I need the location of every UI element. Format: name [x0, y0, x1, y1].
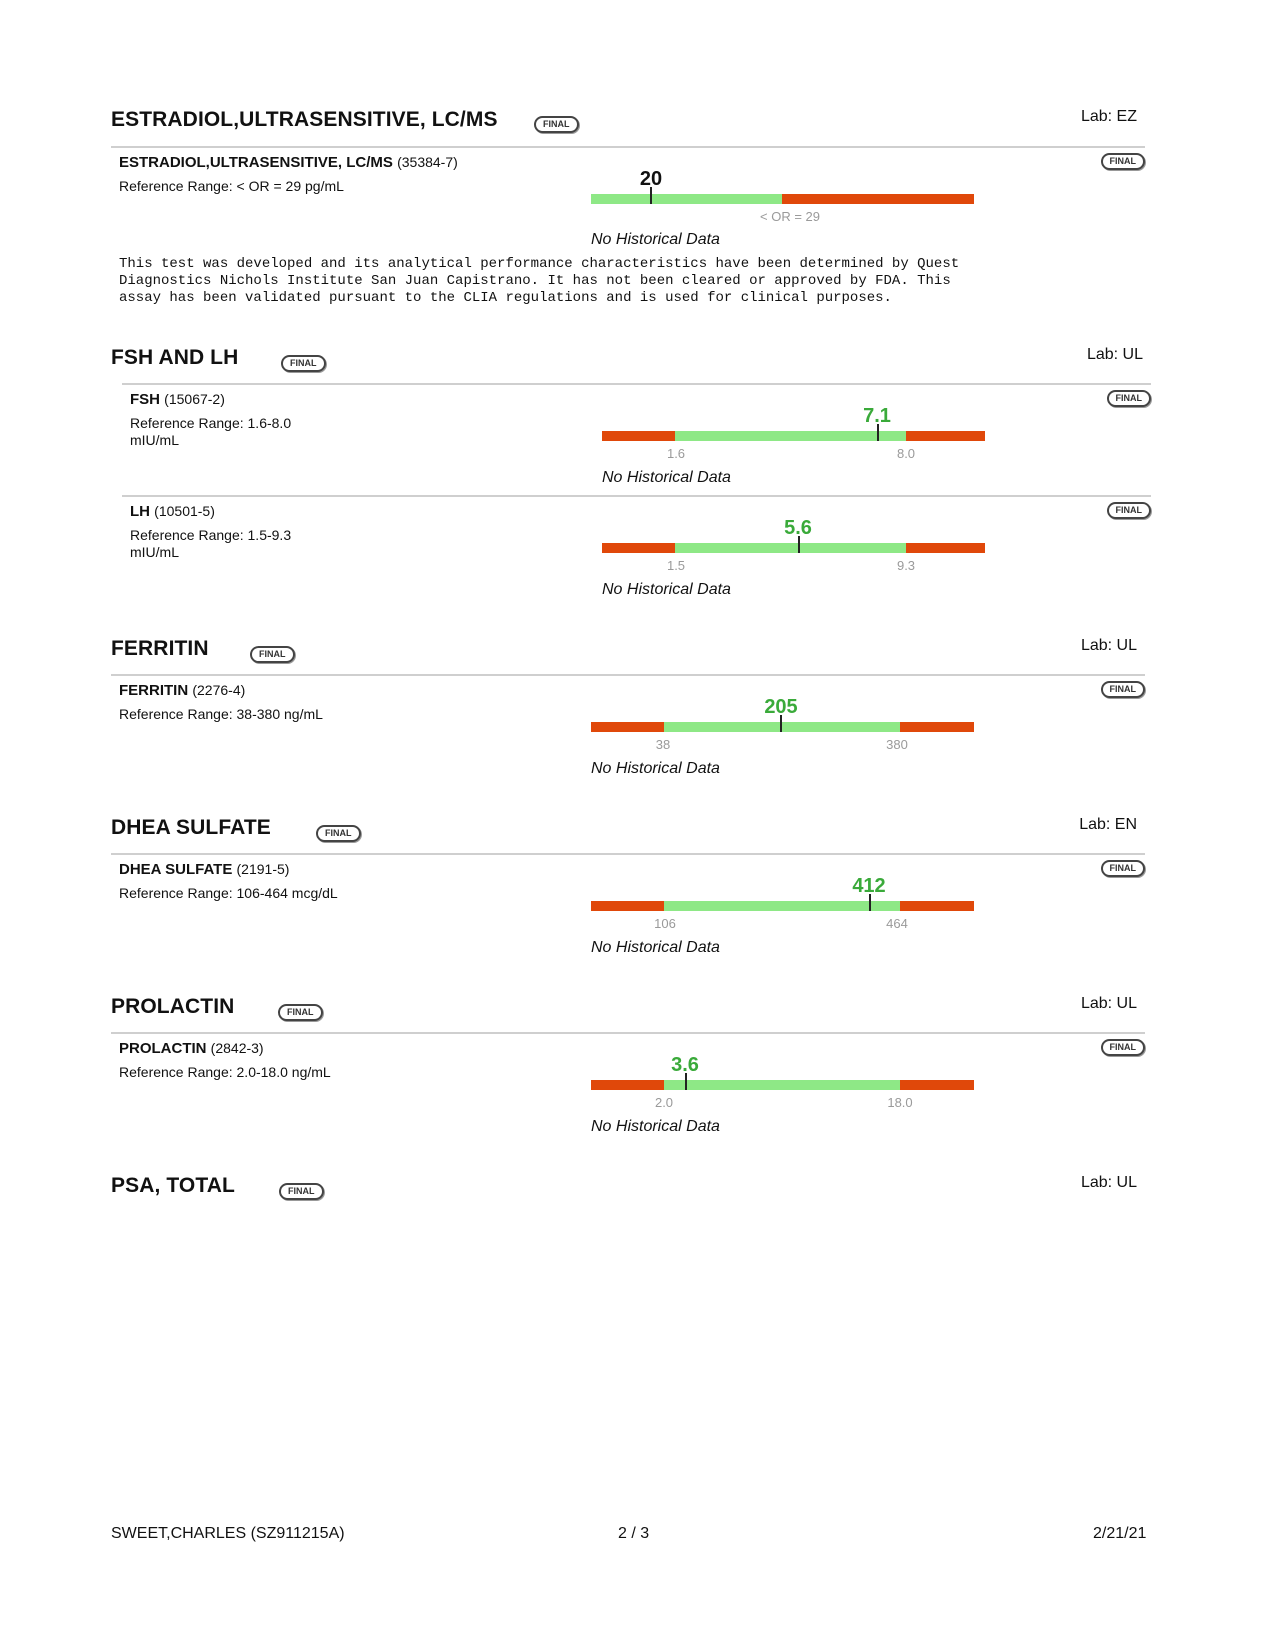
out-of-range-segment	[591, 722, 664, 732]
divider	[122, 383, 1151, 385]
historical-data-note: No Historical Data	[602, 469, 731, 486]
section-header	[111, 816, 1145, 856]
range-high: 18.0	[887, 1095, 913, 1110]
status-badge: FINAL	[1101, 681, 1146, 698]
divider	[111, 1032, 1145, 1034]
in-range-segment	[675, 543, 906, 553]
lab-code: Lab: EN	[1079, 816, 1137, 833]
in-range-segment	[591, 194, 782, 204]
status-badge: FINAL	[279, 1183, 324, 1200]
result-value: 5.6	[784, 517, 812, 539]
range-high: 380	[886, 737, 908, 752]
result-value: 3.6	[671, 1054, 699, 1076]
test-name: PROLACTIN (2842-3)	[119, 1040, 264, 1057]
section-title: ESTRADIOL,ULTRASENSITIVE, LC/MS	[111, 108, 498, 131]
status-badge: FINAL	[1107, 390, 1152, 407]
out-of-range-segment	[906, 543, 985, 553]
reference-range: Reference Range: 2.0-18.0 ng/mL	[119, 1064, 331, 1080]
status-badge: FINAL	[278, 1004, 323, 1021]
section-header	[111, 995, 1145, 1035]
reference-range: Reference Range: 1.6-8.0 mIU/mL	[130, 415, 292, 448]
out-of-range-segment	[900, 722, 974, 732]
section-dhea-sulfate	[111, 816, 1145, 966]
status-badge: FINAL	[1101, 1039, 1146, 1056]
test-comment: This test was developed and its analytical performance characteristics have been determined by Quest Diagnostics Nichols Institute San Juan Capistrano. It has not been cleared or approved by FDA. This assay has been validated pursuant to the CLIA regulations and is used for clinical purposes.	[119, 256, 960, 306]
in-range-segment	[664, 901, 900, 911]
loinc-code: (2842-3)	[210, 1040, 264, 1056]
out-of-range-segment	[900, 901, 974, 911]
test-name: LH (10501-5)	[130, 503, 215, 520]
result-value: 20	[639, 168, 663, 190]
out-of-range-segment	[900, 1080, 974, 1090]
result-value: 7.1	[863, 405, 891, 427]
range-low: 2.0	[654, 1095, 674, 1110]
out-of-range-segment	[906, 431, 985, 441]
historical-data-note: No Historical Data	[591, 231, 720, 248]
reference-range: Reference Range: 106-464 mcg/dL	[119, 885, 338, 901]
range-low: 1.5	[666, 558, 686, 573]
status-badge: FINAL	[1107, 502, 1152, 519]
range-bar	[591, 696, 974, 752]
lab-code: Lab: UL	[1080, 995, 1137, 1012]
range-bar	[602, 517, 985, 573]
range-low: 38	[655, 737, 671, 752]
out-of-range-segment	[602, 543, 675, 553]
range-high: 8.0	[896, 446, 916, 461]
out-of-range-segment	[602, 431, 675, 441]
test-row-ferritin	[111, 682, 1145, 782]
test-row-dhea	[111, 861, 1145, 961]
range-bar	[602, 405, 985, 461]
section-estradiol	[111, 108, 1145, 308]
section-header	[111, 637, 1145, 677]
status-badge: FINAL	[250, 646, 295, 663]
footer-page-number: 2 / 3	[618, 1525, 650, 1542]
status-badge: FINAL	[1101, 860, 1146, 877]
status-badge: FINAL	[281, 355, 326, 372]
status-badge: FINAL	[316, 825, 361, 842]
section-title: PROLACTIN	[111, 995, 235, 1018]
in-range-segment	[664, 1080, 900, 1090]
range-low: 106	[654, 916, 676, 931]
loinc-code: (2276-4)	[192, 682, 246, 698]
result-value: 205	[764, 696, 798, 718]
test-row-prolactin	[111, 1040, 1145, 1140]
loinc-code: (15067-2)	[164, 391, 225, 407]
range-low: 1.6	[666, 446, 686, 461]
reference-range: Reference Range: 1.5-9.3 mIU/mL	[130, 527, 292, 560]
historical-data-note: No Historical Data	[591, 939, 720, 956]
historical-data-note: No Historical Data	[602, 581, 731, 598]
section-psa-total	[111, 1174, 1145, 1214]
historical-data-note: No Historical Data	[591, 760, 720, 777]
lab-code: Lab: UL	[1080, 637, 1137, 654]
lab-code: Lab: EZ	[1080, 108, 1137, 125]
test-row-fsh	[122, 391, 1151, 491]
lab-code: Lab: UL	[1080, 1174, 1137, 1191]
section-title: FSH AND LH	[111, 346, 239, 369]
in-range-segment	[675, 431, 906, 441]
result-value: 412	[852, 875, 886, 897]
section-header	[111, 346, 1145, 386]
loinc-code: (2191-5)	[236, 861, 290, 877]
reference-range: Reference Range: < OR = 29 pg/mL	[119, 178, 344, 194]
test-name: FERRITIN (2276-4)	[119, 682, 246, 699]
section-title: PSA, TOTAL	[111, 1174, 235, 1197]
lab-code: Lab: UL	[1086, 346, 1143, 363]
divider	[122, 495, 1151, 497]
section-prolactin	[111, 995, 1145, 1145]
test-name: FSH (15067-2)	[130, 391, 225, 408]
section-header	[111, 108, 1145, 148]
reference-range: Reference Range: 38-380 ng/mL	[119, 706, 323, 722]
divider	[111, 146, 1145, 148]
in-range-segment	[664, 722, 900, 732]
footer-date: 2/21/21	[1093, 1525, 1147, 1542]
out-of-range-segment	[591, 901, 664, 911]
section-title: DHEA SULFATE	[111, 816, 271, 839]
out-of-range-segment	[782, 194, 974, 204]
test-name: DHEA SULFATE (2191-5)	[119, 861, 290, 878]
range-limit: < OR = 29	[760, 209, 820, 224]
range-bar	[591, 168, 974, 224]
status-badge: FINAL	[1101, 153, 1146, 170]
range-bar	[591, 1054, 974, 1110]
range-high: 464	[886, 916, 908, 931]
out-of-range-segment	[591, 1080, 664, 1090]
loinc-code: (10501-5)	[154, 503, 215, 519]
section-fsh-lh	[111, 346, 1145, 596]
historical-data-note: No Historical Data	[591, 1118, 720, 1135]
test-row-lh	[122, 503, 1151, 603]
divider	[111, 853, 1145, 855]
test-name: ESTRADIOL,ULTRASENSITIVE, LC/MS (35384-7)	[119, 154, 458, 171]
section-title: FERRITIN	[111, 637, 209, 660]
loinc-code: (35384-7)	[397, 154, 458, 170]
status-badge: FINAL	[534, 116, 579, 133]
range-bar	[591, 875, 974, 931]
section-header	[111, 1174, 1145, 1214]
divider	[111, 674, 1145, 676]
footer-patient: SWEET,CHARLES (SZ911215A)	[111, 1525, 345, 1542]
section-ferritin	[111, 637, 1145, 787]
range-high: 9.3	[896, 558, 916, 573]
